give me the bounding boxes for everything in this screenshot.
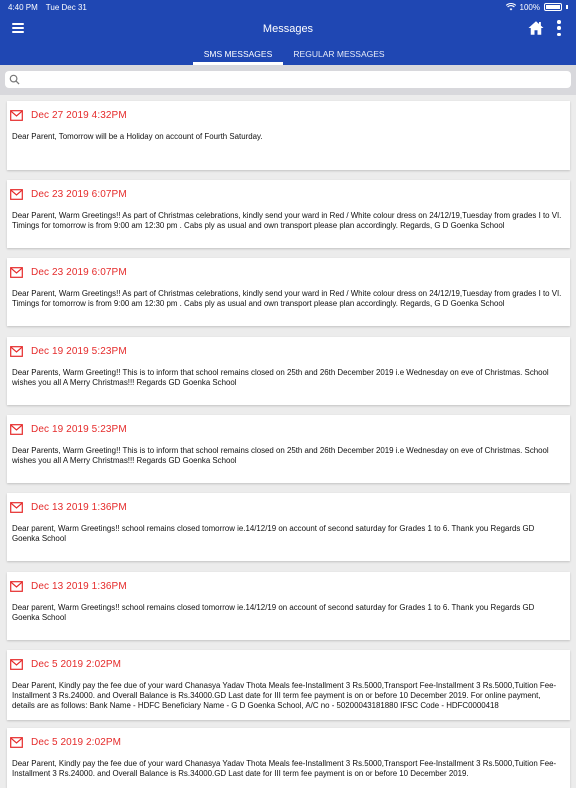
message-date: Dec 13 2019 1:36PM [31, 501, 127, 513]
message-text: Dear parent, Warm Greetings!! school remains closed tomorrow ie.14/12/19 on account of second saturday for Grades 1 to 6. Thank you Regards GD Goenka School [12, 524, 535, 543]
envelope-icon [10, 581, 23, 592]
status-date: Tue Dec 31 [45, 2, 87, 12]
menu-icon[interactable] [12, 23, 24, 33]
message-date: Dec 23 2019 6:07PM [31, 188, 127, 200]
message-card[interactable] [7, 572, 570, 640]
search-icon [9, 74, 20, 85]
message-card[interactable] [7, 337, 570, 405]
message-date: Dec 13 2019 1:36PM [31, 580, 127, 592]
search-bar [0, 65, 576, 95]
message-card[interactable] [7, 650, 570, 720]
nav-bar [0, 14, 576, 43]
message-date: Dec 5 2019 2:02PM [31, 736, 122, 748]
status-time: 4:40 PM [8, 2, 38, 12]
envelope-icon [10, 267, 23, 278]
message-date: Dec 19 2019 5:23PM [31, 423, 127, 435]
status-bar [0, 0, 576, 14]
envelope-icon [10, 346, 23, 357]
search-box[interactable] [5, 71, 571, 88]
message-date: Dec 23 2019 6:07PM [31, 266, 127, 278]
message-date: Dec 27 2019 4:32PM [31, 109, 127, 121]
envelope-icon [10, 110, 23, 121]
battery-percent: 100% [519, 2, 540, 12]
message-text: Dear Parents, Warm Greeting!! This is to inform that school remains closed on 25th and 26th December 2019 i.e Wednesday on eve of Christmas. School wishes you all A Merry Christmas!!! Regards GD Goenka School [12, 446, 549, 465]
message-card[interactable] [7, 728, 570, 788]
message-card[interactable] [7, 493, 570, 561]
message-date: Dec 5 2019 2:02PM [31, 658, 122, 670]
tab-regular-messages[interactable]: REGULAR MESSAGES [293, 49, 385, 59]
message-card[interactable] [7, 258, 570, 326]
search-input[interactable] [23, 71, 563, 88]
envelope-icon [10, 737, 23, 748]
message-text: Dear Parent, Kindly pay the fee due of your ward Chanasya Yadav Thota Meals fee-Installment 3 Rs.5000,Transport Fee-Installment 3 Rs.5000,Tuition Fee-Installment 3 Rs.24000. and Overall Balance is Rs.34000.GD Last date for III term fee payment is on or before 10 December 2019. [12, 759, 557, 778]
message-card[interactable] [7, 101, 570, 170]
message-list[interactable] [0, 95, 576, 778]
battery-icon [544, 3, 562, 11]
message-date: Dec 19 2019 5:23PM [31, 345, 127, 357]
message-text: Dear Parent, Warm Greetings!! As part of Christmas celebrations, kindly send your ward in Red / White colour dress on 24/12/19,Tuesday from grades I to VI. Timings for tomorrow is from 9:00 am 12:30 pm . Cabs ply as usual and own transport please plan accordingly. Regards, G D Goenka School [12, 211, 562, 230]
message-card[interactable] [7, 180, 570, 248]
envelope-icon [10, 502, 23, 513]
envelope-icon [10, 189, 23, 200]
message-text: Dear Parents, Warm Greeting!! This is to inform that school remains closed on 25th and 26th December 2019 i.e Wednesday on eve of Christmas. School wishes you all A Merry Christmas!!! Regards GD Goenka School [12, 368, 549, 387]
battery-tip [566, 5, 568, 9]
envelope-icon [10, 659, 23, 670]
tab-sms-messages[interactable]: SMS MESSAGES [203, 49, 273, 59]
message-text: Dear Parent, Tomorrow will be a Holiday on account of Fourth Saturday. [12, 132, 263, 141]
wifi-icon [506, 3, 516, 11]
tab-bar [0, 43, 576, 65]
message-text: Dear Parent, Warm Greetings!! As part of Christmas celebrations, kindly send your ward in Red / White colour dress on 24/12/19,Tuesday from grades I to VI. Timings for tomorrow is from 9:00 am 12:30 pm . Cabs ply as usual and own transport please plan accordingly. Regards, G D Goenka School [12, 289, 562, 308]
message-card[interactable] [7, 415, 570, 483]
message-text: Dear Parent, Kindly pay the fee due of your ward Chanasya Yadav Thota Meals fee-Installment 3 Rs.5000,Transport Fee-Installment 3 Rs.5000,Tuition Fee-Installment 3 Rs.24000. and Overall Balance is Rs.34000.GD Last date for III term fee payment is on or before 10 December 2019. For online payment, details are as follows: Bank Name - HDFC Beneficiary Name - G D Goenka School, A/C no - 50200043181880 IFSC Code - HDFC0000418 [12, 681, 557, 710]
more-options-icon[interactable] [556, 20, 562, 36]
page-title: Messages [262, 22, 314, 35]
home-icon[interactable] [527, 19, 545, 37]
message-text: Dear parent, Warm Greetings!! school remains closed tomorrow ie.14/12/19 on account of second saturday for Grades 1 to 6. Thank you Regards GD Goenka School [12, 603, 535, 622]
envelope-icon [10, 424, 23, 435]
